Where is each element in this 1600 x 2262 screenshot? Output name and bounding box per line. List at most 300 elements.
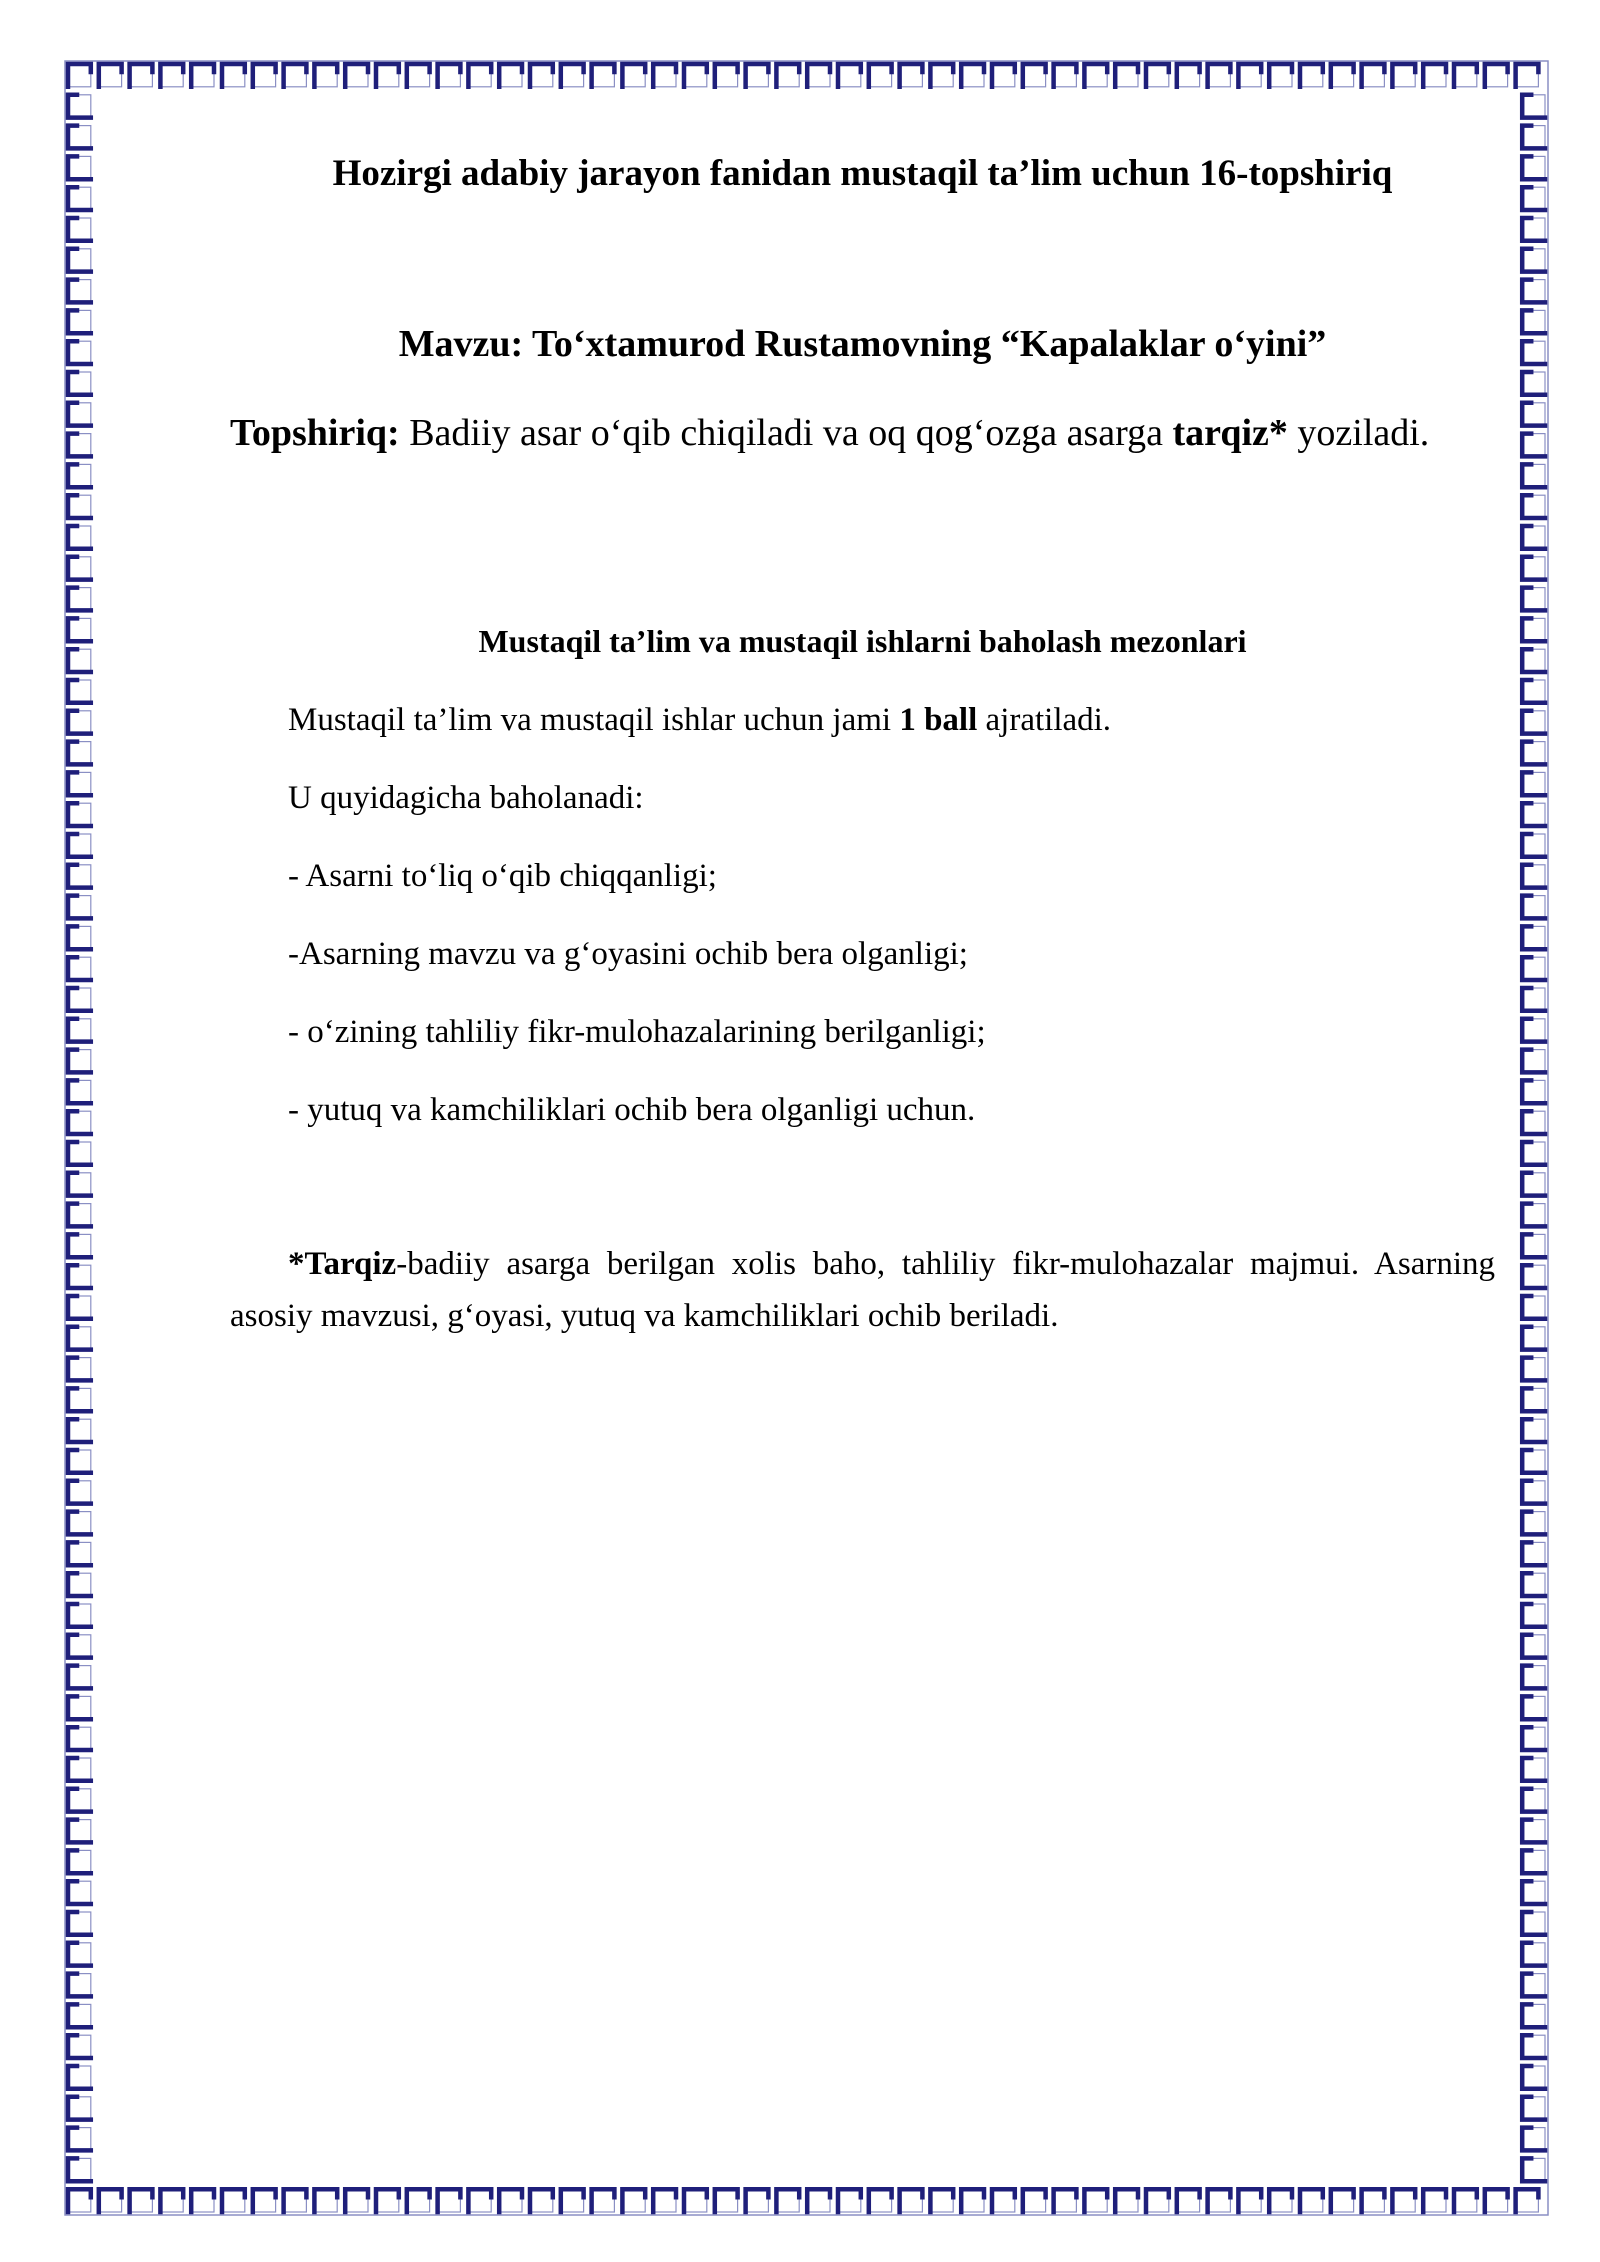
border-key-shape: [992, 64, 1015, 87]
border-tile: [438, 2189, 461, 2212]
border-tile: [1522, 1204, 1545, 1227]
border-key-shape: [1522, 126, 1545, 149]
border-tile: [160, 2189, 183, 2212]
border-key-shape: [68, 772, 91, 795]
border-tile: [68, 926, 91, 949]
border-tile: [1522, 2097, 1545, 2120]
border-tile: [746, 64, 769, 87]
border-tile: [68, 2189, 91, 2212]
border-tile: [1115, 64, 1138, 87]
border-key-shape: [1522, 1850, 1545, 1873]
border-key-shape: [68, 896, 91, 919]
border-tile: [1522, 1296, 1545, 1319]
border-key-shape: [68, 1573, 91, 1596]
border-key-shape: [68, 1019, 91, 1042]
border-tile: [1522, 1265, 1545, 1288]
border-tile: [314, 2189, 337, 2212]
border-tile: [530, 64, 553, 87]
border-tile: [68, 1142, 91, 1165]
border-tile: [68, 588, 91, 611]
border-tile: [1522, 2004, 1545, 2027]
border-tile: [1331, 2189, 1354, 2212]
border-tile: [68, 1204, 91, 1227]
border-key-shape: [1522, 310, 1545, 333]
border-tile: [376, 64, 399, 87]
border-tile: [1522, 126, 1545, 149]
border-tile: [68, 2097, 91, 2120]
border-key-shape: [1522, 1080, 1545, 1103]
border-key-shape: [869, 64, 892, 87]
border-key-shape: [1054, 2189, 1077, 2212]
border-key-shape: [499, 2189, 522, 2212]
border-key-shape: [1522, 865, 1545, 888]
border-key-shape: [561, 2189, 584, 2212]
border-key-shape: [1522, 403, 1545, 426]
border-tile: [1392, 2189, 1415, 2212]
border-tile: [191, 64, 214, 87]
border-key-shape: [68, 1050, 91, 1073]
border-tile: [1423, 2189, 1446, 2212]
border-tile: [1522, 1111, 1545, 1134]
border-tile: [68, 403, 91, 426]
border-tile: [1146, 64, 1169, 87]
border-tile: [68, 156, 91, 179]
border-tile: [1115, 2189, 1138, 2212]
border-tile: [68, 1881, 91, 1904]
border-key-shape: [1084, 2189, 1107, 2212]
border-tile: [314, 64, 337, 87]
border-tile: [68, 1820, 91, 1843]
border-key-shape: [1362, 2189, 1385, 2212]
border-key-shape: [1522, 1419, 1545, 1442]
border-key-shape: [1522, 1512, 1545, 1535]
border-key-shape: [1522, 218, 1545, 241]
border-tile: [530, 2189, 553, 2212]
border-tile: [68, 988, 91, 1011]
border-key-shape: [68, 1204, 91, 1227]
border-tile: [838, 64, 861, 87]
border-key-shape: [1522, 1666, 1545, 1689]
border-tile: [407, 2189, 430, 2212]
border-tile: [68, 1666, 91, 1689]
border-key-shape: [869, 2189, 892, 2212]
border-tile: [468, 64, 491, 87]
border-key-shape: [1522, 1881, 1545, 1904]
border-key-shape: [1300, 64, 1323, 87]
border-key-shape: [407, 64, 430, 87]
border-key-shape: [68, 742, 91, 765]
border-key-shape: [776, 64, 799, 87]
border-key-shape: [961, 2189, 984, 2212]
border-tile: [653, 2189, 676, 2212]
border-tile: [68, 1850, 91, 1873]
border-tile: [1522, 1604, 1545, 1627]
criteria-intro: [288, 702, 1111, 739]
border-tile: [1522, 403, 1545, 426]
border-key-shape: [1522, 957, 1545, 980]
border-key-shape: [68, 2128, 91, 2151]
border-tile: [1362, 64, 1385, 87]
border-key-shape: [1023, 64, 1046, 87]
border-tile: [1522, 1388, 1545, 1411]
border-key-shape: [1522, 1388, 1545, 1411]
border-tile: [1522, 1573, 1545, 1596]
border-key-shape: [68, 1635, 91, 1658]
border-key-shape: [1423, 2189, 1446, 2212]
border-key-shape: [1115, 64, 1138, 87]
border-tile: [68, 1512, 91, 1535]
border-key-shape: [653, 2189, 676, 2212]
footnote-term: *Tarqiz: [288, 1246, 397, 1282]
border-key-shape: [1522, 341, 1545, 364]
border-tile: [99, 64, 122, 87]
border-key-shape: [1522, 988, 1545, 1011]
border-tile: [1522, 341, 1545, 364]
border-key-shape: [68, 1512, 91, 1535]
border-tile: [1522, 249, 1545, 272]
border-key-shape: [684, 2189, 707, 2212]
criteria-heading: Mustaqil ta’lim va mustaqil ishlarni baholash mezonlari: [478, 623, 1247, 659]
border-tile: [715, 64, 738, 87]
border-key-shape: [68, 1666, 91, 1689]
border-key-shape: [160, 2189, 183, 2212]
border-tile: [438, 64, 461, 87]
border-tile: [1522, 1234, 1545, 1257]
border-tile: [1522, 1481, 1545, 1504]
border-key-shape: [68, 1296, 91, 1319]
border-key-shape: [807, 64, 830, 87]
border-key-shape: [1522, 649, 1545, 672]
border-key-shape: [1522, 1050, 1545, 1073]
border-key-shape: [68, 1789, 91, 1812]
border-tile: [1522, 803, 1545, 826]
border-tile: [222, 2189, 245, 2212]
border-tile: [68, 1419, 91, 1442]
border-tile: [68, 1912, 91, 1935]
border-key-shape: [68, 1388, 91, 1411]
border-key-shape: [1522, 1696, 1545, 1719]
border-key-shape: [68, 803, 91, 826]
border-key-shape: [68, 403, 91, 426]
border-tile: [838, 2189, 861, 2212]
border-tile: [68, 310, 91, 333]
criteria-item: -Asarning mavzu va g‘oyasini ochib bera olganligi;: [288, 936, 968, 972]
border-tile: [1522, 464, 1545, 487]
border-key-shape: [68, 1142, 91, 1165]
border-tile: [1454, 64, 1477, 87]
border-tile: [1522, 218, 1545, 241]
border-tile: [130, 2189, 153, 2212]
border-tile: [407, 64, 430, 87]
border-key-shape: [1522, 803, 1545, 826]
border-key-shape: [130, 64, 153, 87]
border-key-shape: [1238, 2189, 1261, 2212]
border-key-shape: [1522, 2158, 1545, 2181]
border-tile: [68, 341, 91, 364]
border-tile: [1522, 2066, 1545, 2089]
border-tile: [1522, 434, 1545, 457]
border-tile: [1522, 2128, 1545, 2151]
border-tile: [622, 2189, 645, 2212]
border-key-shape: [1522, 280, 1545, 303]
border-key-shape: [1392, 64, 1415, 87]
border-tile: [869, 64, 892, 87]
border-key-shape: [68, 649, 91, 672]
border-tile: [68, 434, 91, 457]
border-tile: [1522, 588, 1545, 611]
border-key-shape: [1054, 64, 1077, 87]
border-key-shape: [1522, 2066, 1545, 2089]
border-tile: [68, 1974, 91, 1997]
border-tile: [1454, 2189, 1477, 2212]
border-tile: [68, 1943, 91, 1966]
border-tile: [653, 64, 676, 87]
border-tile: [992, 64, 1015, 87]
border-key-shape: [68, 711, 91, 734]
border-tile: [253, 64, 276, 87]
border-key-shape: [1485, 64, 1508, 87]
border-key-shape: [715, 64, 738, 87]
border-tile: [1522, 1943, 1545, 1966]
border-key-shape: [961, 64, 984, 87]
border-tile: [1522, 2035, 1545, 2058]
border-tile: [1522, 1080, 1545, 1103]
border-key-shape: [68, 1265, 91, 1288]
criteria-item: - yutuq va kamchiliklari ochib bera olganligi uchun.: [288, 1092, 976, 1128]
border-key-shape: [1522, 680, 1545, 703]
border-key-shape: [1522, 1789, 1545, 1812]
border-tile: [1522, 310, 1545, 333]
border-key-shape: [68, 1850, 91, 1873]
border-key-shape: [1522, 95, 1545, 118]
border-key-shape: [1522, 1974, 1545, 1997]
border-key-shape: [68, 464, 91, 487]
border-key-shape: [68, 1080, 91, 1103]
border-key-shape: [1177, 2189, 1200, 2212]
border-key-shape: [1522, 1820, 1545, 1843]
border-key-shape: [314, 64, 337, 87]
border-tile: [930, 64, 953, 87]
border-tile: [1522, 865, 1545, 888]
border-key-shape: [345, 64, 368, 87]
border-key-shape: [1522, 1142, 1545, 1165]
border-key-shape: [68, 680, 91, 703]
border-key-shape: [1423, 64, 1446, 87]
border-key-shape: [1522, 2128, 1545, 2151]
criteria-item: - o‘zining tahliliy fikr-mulohazalarining berilganligi;: [288, 1014, 986, 1050]
border-key-shape: [1522, 1573, 1545, 1596]
border-tile: [68, 1573, 91, 1596]
border-tile: [68, 187, 91, 210]
border-key-shape: [1522, 526, 1545, 549]
border-key-shape: [191, 2189, 214, 2212]
border-key-shape: [68, 1912, 91, 1935]
border-tile: [1522, 1881, 1545, 1904]
border-key-shape: [68, 1820, 91, 1843]
border-tile: [68, 1080, 91, 1103]
border-key-shape: [1522, 1635, 1545, 1658]
border-key-shape: [1522, 1481, 1545, 1504]
border-tile: [1392, 64, 1415, 87]
border-tile: [746, 2189, 769, 2212]
border-tile: [68, 1111, 91, 1134]
border-tile: [1522, 1419, 1545, 1442]
border-tile: [1300, 2189, 1323, 2212]
border-key-shape: [376, 64, 399, 87]
border-tile: [1522, 495, 1545, 518]
border-tile: [68, 126, 91, 149]
border-key-shape: [1522, 2004, 1545, 2027]
border-key-shape: [1208, 64, 1231, 87]
border-key-shape: [407, 2189, 430, 2212]
border-key-shape: [68, 2066, 91, 2089]
border-tile: [1023, 2189, 1046, 2212]
border-key-shape: [1331, 64, 1354, 87]
border-key-shape: [746, 2189, 769, 2212]
border-tile: [68, 64, 91, 87]
border-tile: [900, 2189, 923, 2212]
border-key-shape: [68, 2004, 91, 2027]
border-key-shape: [438, 64, 461, 87]
border-tile: [68, 1789, 91, 1812]
border-key-shape: [68, 495, 91, 518]
border-key-shape: [1522, 2035, 1545, 2058]
border-tile: [68, 649, 91, 672]
border-key-shape: [376, 2189, 399, 2212]
border-tile: [1522, 372, 1545, 395]
border-key-shape: [68, 1758, 91, 1781]
border-key-shape: [68, 1881, 91, 1904]
border-tile: [68, 2066, 91, 2089]
border-key-shape: [99, 64, 122, 87]
border-tile: [1522, 988, 1545, 1011]
border-tile: [1522, 1358, 1545, 1381]
border-key-shape: [1522, 1234, 1545, 1257]
border-tile: [1084, 64, 1107, 87]
border-tile: [1522, 680, 1545, 703]
border-key-shape: [1516, 2189, 1539, 2212]
border-tile: [68, 1727, 91, 1750]
border-tile: [1522, 1696, 1545, 1719]
border-key-shape: [68, 618, 91, 641]
border-tile: [1023, 64, 1046, 87]
border-key-shape: [1522, 1604, 1545, 1627]
border-tile: [1522, 95, 1545, 118]
border-tile: [1177, 64, 1200, 87]
border-key-shape: [1362, 64, 1385, 87]
border-tile: [68, 1327, 91, 1350]
border-key-shape: [1522, 1204, 1545, 1227]
border-key-shape: [68, 834, 91, 857]
border-key-shape: [1522, 372, 1545, 395]
border-key-shape: [1522, 1727, 1545, 1750]
border-key-shape: [468, 64, 491, 87]
border-key-shape: [1177, 64, 1200, 87]
border-key-shape: [99, 2189, 122, 2212]
border-key-shape: [284, 64, 307, 87]
border-key-shape: [130, 2189, 153, 2212]
border-tile: [68, 1696, 91, 1719]
border-tile: [130, 64, 153, 87]
border-key-shape: [68, 1604, 91, 1627]
border-key-shape: [1084, 64, 1107, 87]
border-key-shape: [1522, 896, 1545, 919]
border-key-shape: [253, 64, 276, 87]
border-key-shape: [68, 1727, 91, 1750]
border-tile: [776, 2189, 799, 2212]
border-key-shape: [68, 1234, 91, 1257]
border-key-shape: [1522, 1296, 1545, 1319]
border-key-shape: [592, 64, 615, 87]
border-tile: [68, 2158, 91, 2181]
border-tile: [1522, 1542, 1545, 1565]
border-key-shape: [900, 64, 923, 87]
border-tile: [1522, 1635, 1545, 1658]
border-tile: [1522, 711, 1545, 734]
border-key-shape: [68, 557, 91, 580]
border-key-shape: [68, 988, 91, 1011]
border-key-shape: [68, 434, 91, 457]
border-key-shape: [838, 2189, 861, 2212]
border-key-shape: [468, 2189, 491, 2212]
border-tile: [345, 2189, 368, 2212]
border-key-shape: [68, 526, 91, 549]
border-tile: [1522, 1450, 1545, 1473]
border-tile: [1522, 557, 1545, 580]
task-paragraph: [230, 405, 1495, 462]
border-key-shape: [68, 1974, 91, 1997]
border-tile: [68, 280, 91, 303]
border-tile: [68, 896, 91, 919]
border-key-shape: [68, 865, 91, 888]
border-tile: [992, 2189, 1015, 2212]
border-tile: [68, 526, 91, 549]
border-key-shape: [68, 310, 91, 333]
border-key-shape: [1522, 434, 1545, 457]
border-key-shape: [68, 1327, 91, 1350]
border-tile: [1054, 64, 1077, 87]
border-tile: [1522, 742, 1545, 765]
border-key-shape: [1522, 772, 1545, 795]
border-key-shape: [191, 64, 214, 87]
border-tile: [1516, 64, 1539, 87]
border-tile: [807, 64, 830, 87]
border-tile: [561, 2189, 584, 2212]
border-tile: [68, 680, 91, 703]
page-title: Hozirgi adabiy jarayon fanidan mustaqil ta’lim uchun 16-topshiriq: [332, 153, 1393, 194]
border-key-shape: [1269, 2189, 1292, 2212]
border-key-shape: [1516, 64, 1539, 87]
border-key-shape: [68, 372, 91, 395]
border-key-shape: [68, 2097, 91, 2120]
border-tile: [561, 64, 584, 87]
border-key-shape: [284, 2189, 307, 2212]
border-key-shape: [68, 1358, 91, 1381]
border-key-shape: [68, 64, 91, 87]
border-tile: [222, 64, 245, 87]
border-tile: [68, 957, 91, 980]
border-tile: [68, 834, 91, 857]
border-tile: [869, 2189, 892, 2212]
border-key-shape: [1522, 249, 1545, 272]
border-key-shape: [1115, 2189, 1138, 2212]
border-key-shape: [1522, 156, 1545, 179]
border-key-shape: [1522, 1111, 1545, 1134]
border-key-shape: [68, 957, 91, 980]
border-tile: [592, 64, 615, 87]
border-key-shape: [1485, 2189, 1508, 2212]
border-tile: [1054, 2189, 1077, 2212]
